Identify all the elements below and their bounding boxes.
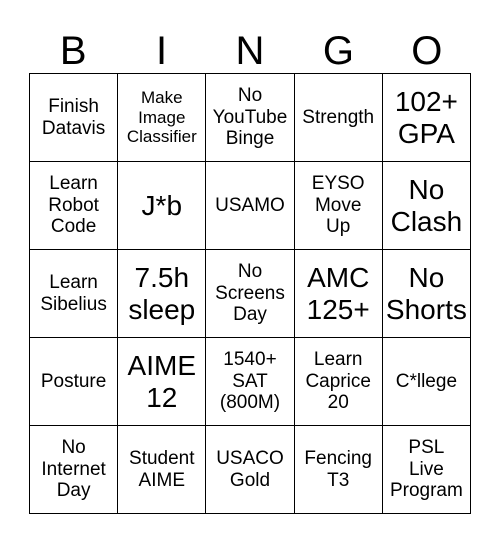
bingo-cell-label: Finish Datavis: [41, 95, 106, 139]
bingo-cell-label: 102+ GPA: [394, 86, 458, 149]
bingo-cell-label: 7.5h sleep: [128, 262, 196, 325]
bingo-cell[interactable]: [383, 250, 471, 338]
bingo-cell[interactable]: [118, 250, 206, 338]
bingo-cell-label: No Internet Day: [41, 436, 106, 502]
bingo-cell-label: USACO Gold: [216, 447, 284, 491]
bingo-cell[interactable]: [118, 74, 206, 162]
bingo-cell[interactable]: [30, 338, 118, 426]
bingo-cell[interactable]: [383, 162, 471, 250]
bingo-cell-label: AIME 12: [127, 350, 197, 413]
bingo-cell[interactable]: [30, 74, 118, 162]
bingo-cell-label: C*llege: [395, 370, 458, 392]
header-letter-i: I: [156, 29, 168, 73]
bingo-cell-label: EYSO Move Up: [311, 172, 365, 238]
bingo-cell[interactable]: [206, 426, 294, 514]
bingo-cell[interactable]: [206, 338, 294, 426]
header-letter-g: G: [322, 29, 354, 73]
bingo-cell[interactable]: [206, 162, 294, 250]
bingo-cell[interactable]: [30, 250, 118, 338]
bingo-cell[interactable]: [383, 338, 471, 426]
bingo-cell-label: No Shorts: [385, 262, 467, 325]
bingo-cell[interactable]: [295, 426, 383, 514]
bingo-cell[interactable]: [118, 162, 206, 250]
header-letter-b: B: [59, 29, 87, 73]
bingo-cell[interactable]: [383, 74, 471, 162]
bingo-cell[interactable]: [295, 250, 383, 338]
bingo-cell[interactable]: [383, 426, 471, 514]
header-letter-n: N: [235, 29, 265, 73]
bingo-cell[interactable]: [295, 162, 383, 250]
header-letter-o: O: [411, 29, 443, 73]
bingo-cell-label: Learn Caprice 20: [305, 348, 371, 414]
bingo-cell-label: PSL Live Program: [389, 436, 463, 502]
bingo-cell-label: No Clash: [390, 174, 463, 237]
bingo-cell-label: Posture: [40, 370, 107, 392]
bingo-board: [29, 73, 471, 514]
bingo-cell[interactable]: [206, 250, 294, 338]
bingo-cell-label: USAMO: [215, 194, 285, 216]
bingo-cell-label: Learn Sibelius: [40, 271, 107, 315]
bingo-cell-label: J*b: [141, 189, 183, 221]
bingo-cell-label: Make Image Classifier: [126, 88, 197, 147]
bingo-cell-label: AMC 125+: [306, 262, 370, 325]
bingo-cell-label: Fencing T3: [304, 447, 372, 491]
bingo-cell[interactable]: [206, 74, 294, 162]
bingo-cell[interactable]: [118, 426, 206, 514]
bingo-cell[interactable]: [295, 338, 383, 426]
bingo-cell[interactable]: [118, 338, 206, 426]
bingo-cell[interactable]: [30, 162, 118, 250]
bingo-cell-label: 1540+ SAT (800M): [219, 348, 281, 414]
bingo-cell-label: Student AIME: [129, 447, 195, 491]
bingo-cell-label: Learn Robot Code: [48, 172, 99, 238]
bingo-cell-label: Strength: [302, 106, 375, 128]
bingo-cell-label: No YouTube Binge: [212, 84, 288, 150]
bingo-header: [29, 28, 471, 74]
bingo-cell[interactable]: [30, 426, 118, 514]
bingo-cell[interactable]: [295, 74, 383, 162]
bingo-cell-label: No Screens Day: [215, 260, 285, 326]
